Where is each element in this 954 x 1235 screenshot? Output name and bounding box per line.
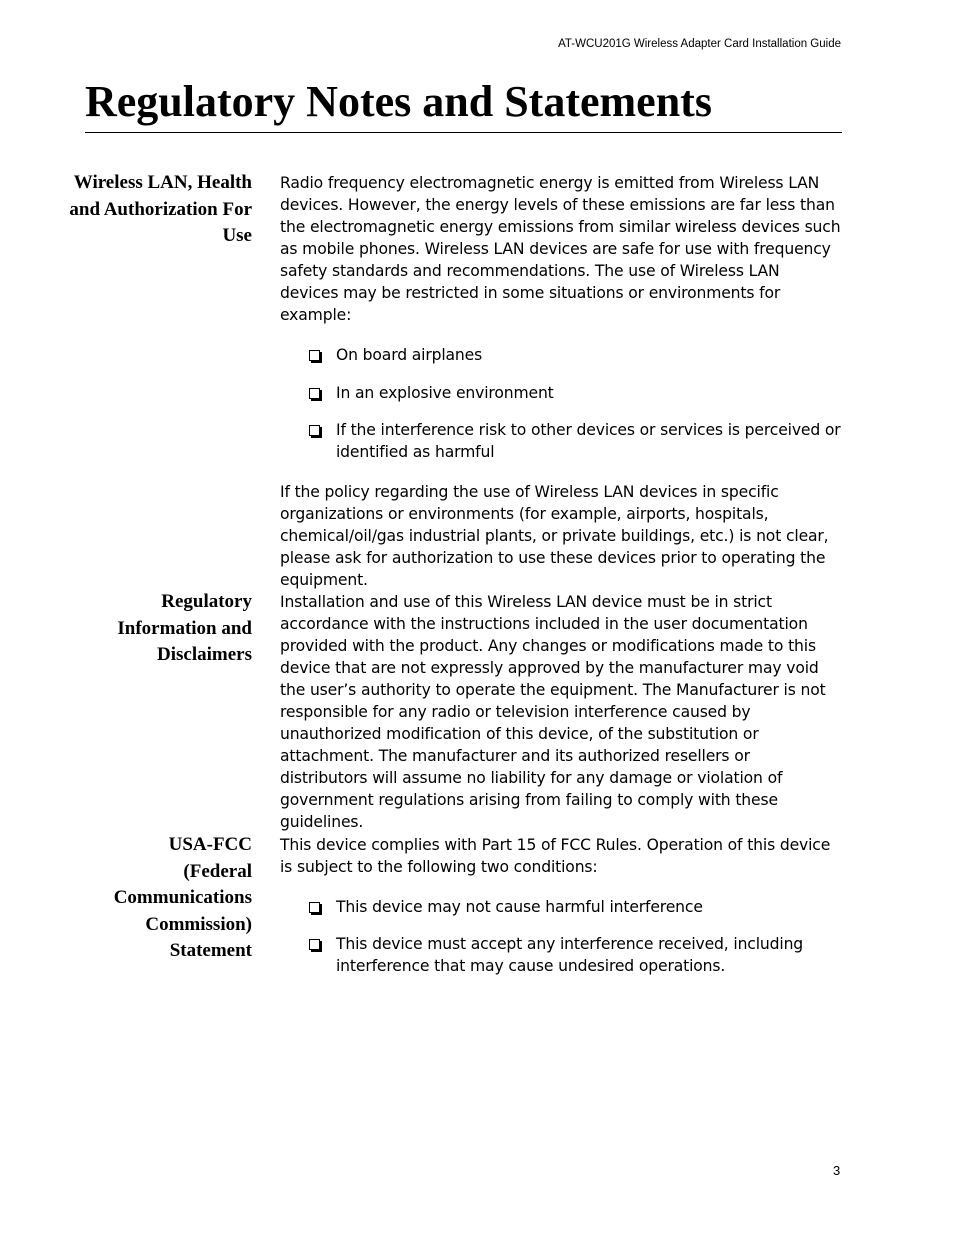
section-heading: Wireless LAN, Health and Authorization For Use	[69, 172, 252, 246]
bullet-list	[280, 344, 842, 463]
page-title: Regulatory Notes and Statements	[85, 77, 712, 126]
list-item	[280, 382, 842, 404]
list-item-text: This device must accept any interference received, including interference that may cause undesired operations.	[336, 935, 804, 975]
list-item-text: This device may not cause harmful interference	[336, 898, 703, 916]
paragraph: If the policy regarding the use of Wireless LAN devices in specific organizations or environments (for example, airports, hospitals, chemical/oil/gas industrial plants, or private buildings, etc.) is not clear, please ask for authorization to use these devices prior to operating the equipment.	[280, 483, 829, 589]
section-body	[280, 834, 842, 977]
section-body	[280, 591, 842, 833]
list-item	[280, 344, 842, 366]
section-heading	[60, 832, 252, 965]
checkbox-bullet-icon	[309, 939, 320, 950]
paragraph: Radio frequency electromagnetic energy is emitted from Wireless LAN devices. However, the energy levels of these emissions are far less than the electromagnetic energy emissions from similar wireless devices such as mobile phones. Wireless LAN devices are safe for use with frequency safety standards and recommendations. The use of Wireless LAN devices may be restricted in some situations or environments for example:	[280, 174, 841, 324]
section-body	[280, 172, 842, 591]
list-item-text: In an explosive environment	[336, 384, 554, 402]
page-number: 3	[833, 1163, 841, 1178]
bullet-list	[280, 896, 842, 977]
checkbox-bullet-icon	[309, 425, 320, 436]
list-item-text: On board airplanes	[336, 346, 483, 364]
paragraph: Installation and use of this Wireless LAN device must be in strict accordance with the instructions included in the user documentation provided with the product. Any changes or modifications made to this device that are not expressly approved by the manufacturer may void the user’s authority to operate the equipment. The Manufacturer is not responsible for any radio or television interference caused by unauthorized modification of this device, of the substitution or attachment. The manufacturer and its authorized resellers or distributors will assume no liability for any damage or violation of government regulations arising from failing to comply with these guidelines.	[280, 593, 826, 831]
list-item-text: If the interference risk to other devices or services is perceived or identified as harmful	[336, 421, 841, 461]
section-heading-sub: (Federal Communications Commission) Statement	[113, 860, 252, 961]
section-heading: Regulatory Information and Disclaimers	[117, 591, 252, 665]
checkbox-bullet-icon	[309, 388, 320, 399]
list-item	[280, 933, 842, 977]
title-rule	[85, 132, 842, 133]
list-item	[280, 896, 842, 918]
section-heading-main: USA-FCC	[168, 834, 252, 855]
list-item	[280, 419, 842, 463]
paragraph: This device complies with Part 15 of FCC Rules. Operation of this device is subject to the following two conditions:	[280, 836, 831, 876]
checkbox-bullet-icon	[309, 350, 320, 361]
running-header: AT-WCU201G Wireless Adapter Card Installation Guide	[558, 38, 841, 50]
checkbox-bullet-icon	[309, 902, 320, 913]
